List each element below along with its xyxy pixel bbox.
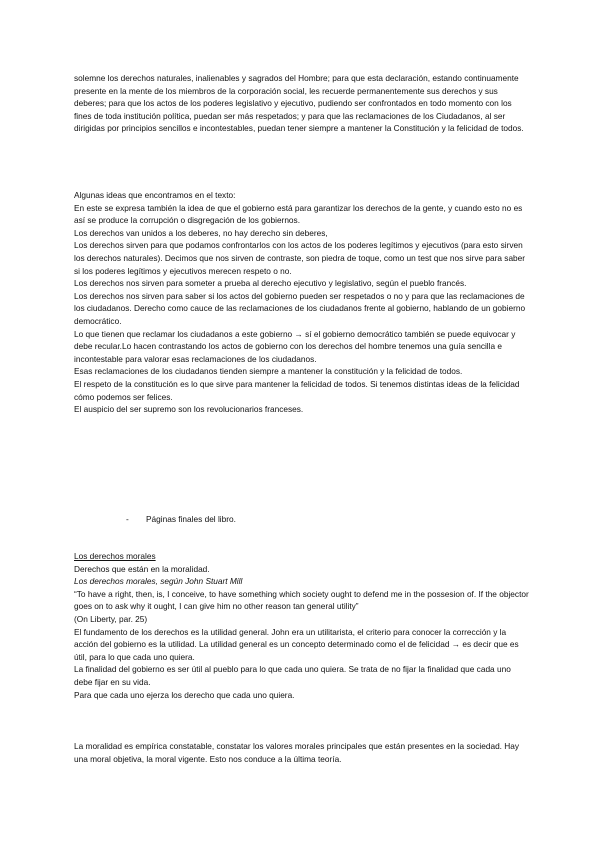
- ideas-heading: Algunas ideas que encontramos en el texto:: [74, 190, 236, 200]
- closing-paragraph: La moralidad es empírica constatable, constatar los valores morales principales que están presentes en la sociedad. Hay una moral objetiva, la moral vigente. Esto nos conduce a la última teoría.: [74, 741, 520, 764]
- bullet-item: [126, 513, 236, 526]
- ideas-line: Los derechos nos sirven para someter a prueba al derecho ejecutivo y legislativo, según el pueblo francés.: [74, 278, 467, 289]
- ideas-line: Los derechos nos sirven para saber si los actos del gobierno pueden ser respetados o no y para que las reclamaciones de los ciudadanos. Derecho como cauce de las reclamaciones de los ciudadanos frente al gobierno, hablando de un gobierno democrático.: [74, 290, 526, 326]
- intro-section: [74, 72, 530, 135]
- section-title: Los derechos morales: [74, 551, 156, 561]
- ideas-line: Los derechos sirven para que podamos confrontarlos con los actos de los poderes legítimos y ejecutivos (para esto sirven los derechos naturales). Decimos que nos sirven de contraste, son piedra de toque, como un test que nos sirve para saber si los poderes legítimos y ejecutivos merecen respeto o no.: [74, 240, 526, 276]
- quote-source: (On Liberty, par. 25): [74, 613, 148, 624]
- bullet-marker: -: [126, 514, 129, 524]
- ideas-line: Lo que tienen que reclamar los ciudadanos a este gobierno → sí el gobierno democrático también se puede equivocar y debe recular.Lo hacen contrastando los actos de gobierno con los derechos del hombre tenemos una guía sencilla e incontestable para valorar esas reclamaciones de los ciudadanos.: [74, 328, 516, 364]
- morales-line: La finalidad del gobierno es ser útil al pueblo para lo que cada uno quiera. Se trata de no fijar la finalidad que cada uno debe fijar en su vida.: [74, 664, 511, 687]
- intro-paragraph: solemne los derechos naturales, inalienables y sagrados del Hombre; para que esta declaración, estando continuamente presente en la mente de los miembros de la corporación social, les recuerde permanentemente sus derechos y sus deberes; para que los actos de los poderes legislativo y ejecutivo, pudiendo ser confrontados en todo momento con los fines de toda institución política, puedan ser más respetados; y para que las reclamaciones de los Ciudadanos, al ser dirigidas por principios sencillos e incontestables, puedan tener siempre a mantener la Constitución y la felicidad de todos.: [74, 73, 524, 134]
- quote-text: “To have a right, then, is, I conceive, to have something which society ought to defend me in the possesion of. If the objector goes on to ask why it ought, I can give him no other reason tan general utility”: [74, 588, 529, 612]
- section-subtitle: Derechos que están en la moralidad.: [74, 563, 210, 574]
- closing-section: [74, 740, 530, 765]
- ideas-line: El auspicio del ser supremo son los revolucionarios franceses.: [74, 404, 304, 415]
- morales-line: Para que cada uno ejerza los derecho que cada uno quiera.: [74, 689, 295, 700]
- morales-section: [74, 550, 530, 701]
- bullet-text: Páginas finales del libro.: [146, 514, 236, 524]
- ideas-line: En este se expresa también la idea de que el gobierno está para garantizar los derechos de la gente, y cuando esto no es así se produce la corrupción o disgregación de los gobiernos.: [74, 202, 523, 226]
- morales-line: El fundamento de los derechos es la utilidad general. John era un utilitarista, el criterio para conocer la corrección y la acción del gobierno es la utilidad. La utilidad general es un concepto determinado como el de felicidad → es decir que es útil, para lo que cada uno quiera.: [74, 626, 519, 662]
- ideas-line: Los derechos van unidos a los deberes, no hay derecho sin deberes,: [74, 227, 328, 238]
- ideas-line: El respeto de la constitución es lo que sirve para mantener la felicidad de todos. Si tenemos distintas ideas de la felicidad cómo podemos ser felices.: [74, 378, 520, 402]
- ideas-line: Esas reclamaciones de los ciudadanos tienden siempre a mantener la constitución y la felicidad de todos.: [74, 366, 463, 377]
- citation-heading: Los derechos morales, según John Stuart Mill: [74, 576, 243, 587]
- ideas-section: [74, 189, 530, 416]
